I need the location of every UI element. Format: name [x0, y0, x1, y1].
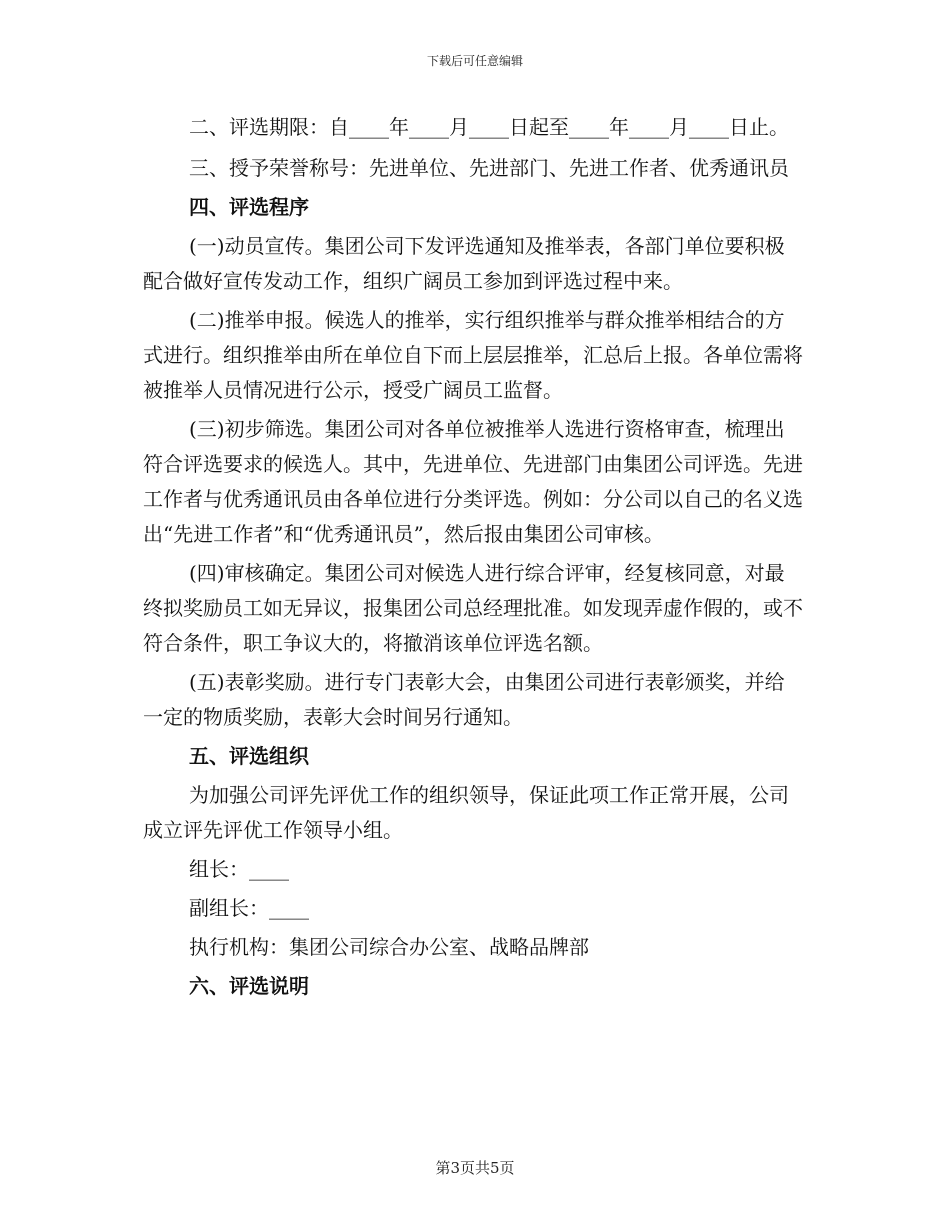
- page-header: 下载后可任意编辑: [426, 54, 523, 68]
- procedure-heading: 四、评选程序: [189, 195, 309, 219]
- leader-line: 组长：____: [189, 857, 289, 881]
- step4-paragraph: (四)审核确定。集团公司对候选人进行综合评审，经复核同意，对最终拟奖励员工如无异议，报集团公司总经理批准。如发现弄虚作假的，或不符合条件，职工争议大的，将撤消该单位评选名额。: [143, 561, 803, 655]
- org-paragraph: 为加强公司评先评优工作的组织领导，保证此项工作正常开展，公司成立评先评优工作领导小组。: [143, 783, 789, 842]
- honors-paragraph: 三、授予荣誉称号：先进单位、先进部门、先进工作者、优秀通讯员: [189, 156, 789, 180]
- period-paragraph: 二、评选期限：自____年____月____日起至____年____月____日止。: [189, 115, 789, 139]
- step5-paragraph: (五)表彰奖励。进行专门表彰大会，由集团公司进行表彰颁奖，并给一定的物质奖励，表彰大会时间另行通知。: [143, 670, 785, 729]
- executor-line: 执行机构：集团公司综合办公室、战略品牌部: [189, 935, 589, 959]
- step1-paragraph: (一)动员宣传。集团公司下发评选通知及推举表，各部门单位要积极配合做好宣传发动工作，组织广阔员工参加到评选过程中来。: [143, 234, 785, 293]
- step2-paragraph: (二)推举申报。候选人的推举，实行组织推举与群众推举相结合的方式进行。组织推举由所在单位自下而上层层推举，汇总后上报。各单位需将被推举人员情况进行公示，授受广阔员工监督。: [143, 308, 803, 402]
- org-heading: 五、评选组织: [189, 744, 309, 768]
- notes-heading: 六、评选说明: [189, 974, 309, 998]
- page-number: 第3页共5页: [435, 1159, 515, 1177]
- deputy-line: 副组长：____: [189, 896, 309, 920]
- step3-paragraph: (三)初步筛选。集团公司对各单位被推举人选进行资格审查，梳理出符合评选要求的候选人。其中，先进单位、先进部门由集团公司评选。先进工作者与优秀通讯员由各单位进行分类评选。例如：分公司以自己的名义选出“先进工作者”和“优秀通讯员”，然后报由集团公司审核。: [143, 417, 803, 546]
- document-body: [143, 110, 803, 1004]
